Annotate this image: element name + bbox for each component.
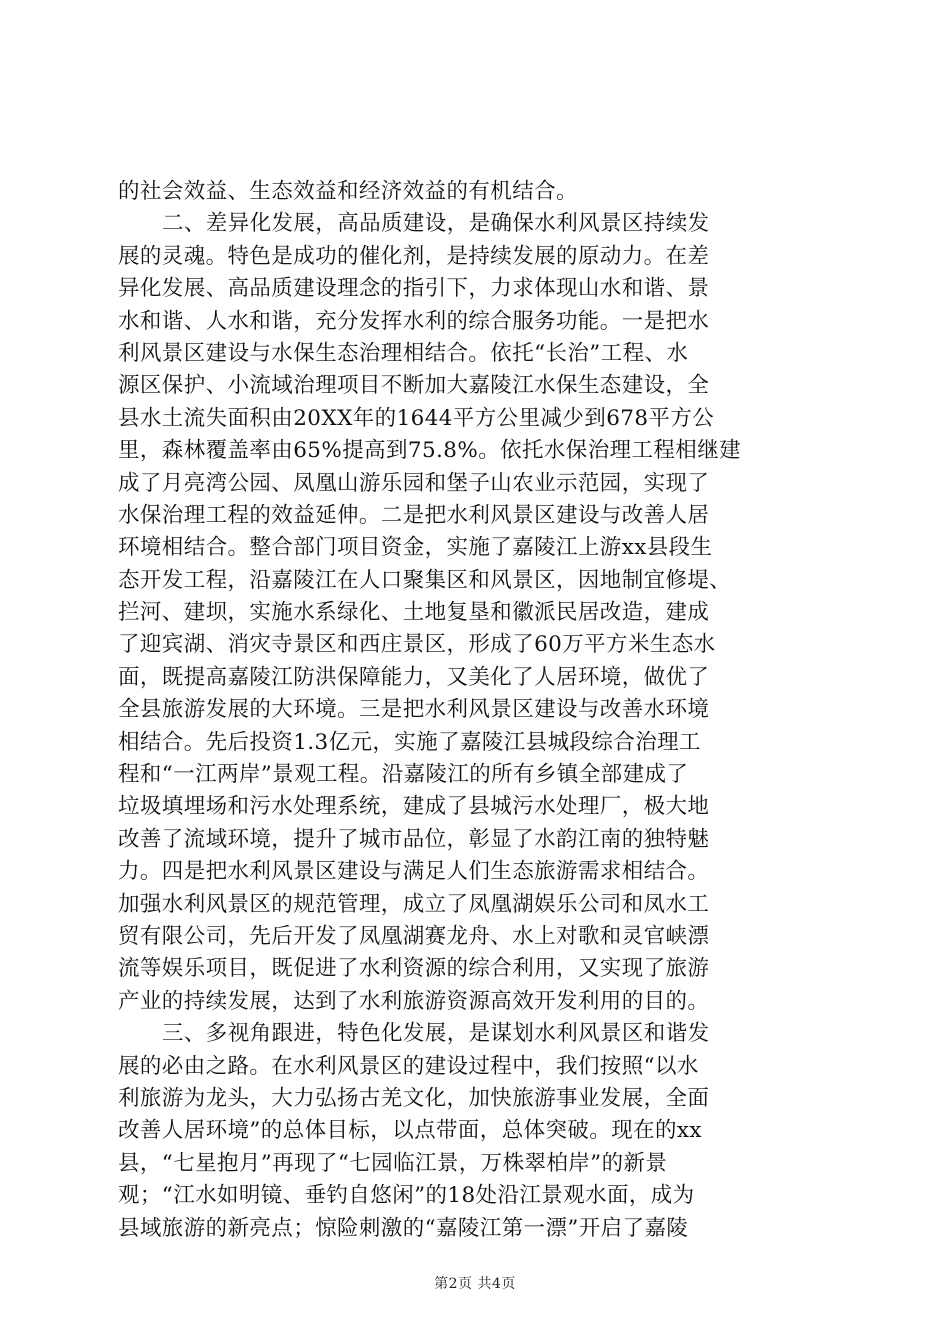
text-line: 观；“江水如明镜、垂钓自悠闲”的18处沿江景观水面，成为 <box>118 1183 695 1209</box>
text-line: 流等娱乐项目，既促进了水利资源的综合利用，又实现了旅游 <box>118 956 710 982</box>
text-line: 面，既提高嘉陵江防洪保障能力，又美化了人居环境，做优了 <box>118 664 710 690</box>
text-line: 垃圾填埋场和污水处理系统，建成了县城污水处理厂，极大地 <box>118 794 710 820</box>
text-line: 贸有限公司，先后开发了凤凰湖赛龙舟、水上对歌和灵官峡漂 <box>118 923 710 949</box>
document-body <box>118 176 834 1245</box>
text-line: 改善了流域环境，提升了城市品位，彰显了水韵江南的独特魅 <box>118 826 710 852</box>
text-line: 里，森林覆盖率由65%提高到75.8%。依托水保治理工程相继建 <box>118 438 741 464</box>
text-line: 产业的持续发展，达到了水利旅游资源高效开发利用的目的。 <box>118 988 710 1014</box>
text-line: 利旅游为龙头，大力弘扬古羌文化，加快旅游事业发展，全面 <box>118 1085 710 1111</box>
text-line: 县，“七星抱月”再现了“七园临江景，万株翠柏岸”的新景 <box>118 1150 668 1176</box>
text-line: 程和“一江两岸”景观工程。沿嘉陵江的所有乡镇全部建成了 <box>118 762 689 788</box>
text-line: 二、差异化发展，高品质建设，是确保水利风景区持续发 <box>162 211 710 237</box>
text-line: 展的必由之路。在水利风景区的建设过程中，我们按照“以水 <box>118 1053 699 1079</box>
text-line: 三、多视角跟进，特色化发展，是谋划水利风景区和谐发 <box>162 1021 710 1047</box>
text-line: 相结合。先后投资1.3亿元，实施了嘉陵江县城段综合治理工 <box>118 729 701 755</box>
text-line: 县水土流失面积由20XX年的1644平方公里减少到678平方公 <box>118 405 715 431</box>
text-line: 成了月亮湾公园、凤凰山游乐园和堡子山农业示范园，实现了 <box>118 470 710 496</box>
text-line: 利风景区建设与水保生态治理相结合。依托“长治”工程、水 <box>118 340 689 366</box>
text-line: 改善人居环境”的总体目标，以点带面，总体突破。现在的xx <box>118 1118 702 1144</box>
text-line: 态开发工程，沿嘉陵江在人口聚集区和风景区，因地制宜修堤、 <box>118 567 732 593</box>
text-line: 拦河、建坝，实施水系绿化、土地复垦和徽派民居改造，建成 <box>118 600 710 626</box>
text-line: 全县旅游发展的大环境。三是把水利风景区建设与改善水环境 <box>118 697 710 723</box>
text-line: 环境相结合。整合部门项目资金，实施了嘉陵江上游xx县段生 <box>118 535 713 561</box>
page-footer: 第2页 共4页 <box>434 1276 516 1292</box>
text-line: 源区保护、小流域治理项目不断加大嘉陵江水保生态建设，全 <box>118 373 710 399</box>
text-line: 水和谐、人水和谐，充分发挥水利的综合服务功能。一是把水 <box>118 308 710 334</box>
text-line: 加强水利风景区的规范管理，成立了凤凰湖娱乐公司和凤水工 <box>118 891 710 917</box>
text-line: 县域旅游的新亮点；惊险刺激的“嘉陵江第一漂”开启了嘉陵 <box>118 1215 689 1241</box>
text-line: 力。四是把水利风景区建设与满足人们生态旅游需求相结合。 <box>118 859 710 885</box>
text-line: 展的灵魂。特色是成功的催化剂，是持续发展的原动力。在差 <box>118 243 710 269</box>
text-line: 的社会效益、生态效益和经济效益的有机结合。 <box>118 179 578 204</box>
text-line: 异化发展、高品质建设理念的指引下，力求体现山水和谐、景 <box>118 276 710 302</box>
text-line: 水保治理工程的效益延伸。二是把水利风景区建设与改善人居 <box>118 502 710 528</box>
text-line: 了迎宾湖、消灾寺景区和西庄景区，形成了60万平方米生态水 <box>118 632 716 658</box>
